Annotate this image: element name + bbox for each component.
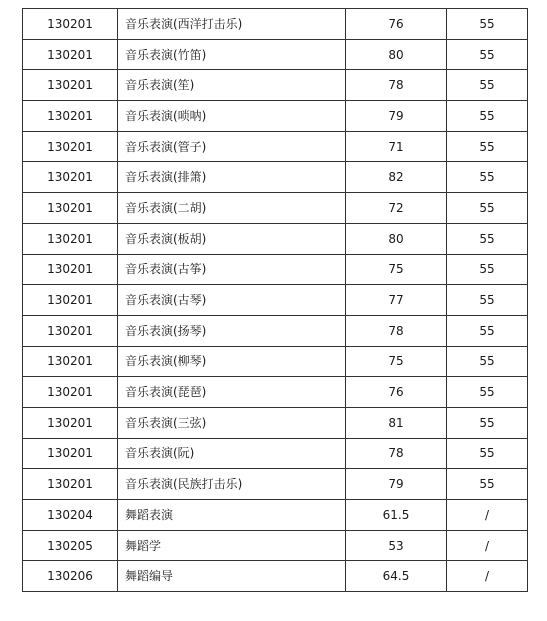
major-code-cell: 130201	[23, 285, 118, 316]
major-code-cell: 130201	[23, 131, 118, 162]
score-b-cell: 55	[447, 469, 528, 500]
score-b-cell: 55	[447, 438, 528, 469]
major-code-cell: 130201	[23, 193, 118, 224]
score-b-cell: 55	[447, 407, 528, 438]
score-b-cell: 55	[447, 193, 528, 224]
major-name-cell: 舞蹈学	[118, 530, 346, 561]
major-name-cell: 音乐表演(三弦)	[118, 407, 346, 438]
major-name-cell: 音乐表演(管子)	[118, 131, 346, 162]
table-row	[23, 500, 528, 531]
table-row	[23, 407, 528, 438]
major-name-cell: 音乐表演(琵琶)	[118, 377, 346, 408]
major-name-cell: 音乐表演(唢呐)	[118, 101, 346, 132]
score-b-cell: 55	[447, 70, 528, 101]
major-code-cell: 130205	[23, 530, 118, 561]
score-a-cell: 64.5	[346, 561, 447, 592]
score-b-cell: 55	[447, 346, 528, 377]
major-name-cell: 音乐表演(西洋打击乐)	[118, 9, 346, 40]
score-b-cell: /	[447, 500, 528, 531]
major-name-cell: 音乐表演(二胡)	[118, 193, 346, 224]
score-table	[22, 8, 528, 592]
major-name-cell: 音乐表演(笙)	[118, 70, 346, 101]
major-name-cell: 音乐表演(板胡)	[118, 223, 346, 254]
major-name-cell: 舞蹈编导	[118, 561, 346, 592]
table-row	[23, 315, 528, 346]
major-code-cell: 130201	[23, 469, 118, 500]
score-a-cell: 78	[346, 315, 447, 346]
major-name-cell: 音乐表演(古筝)	[118, 254, 346, 285]
major-name-cell: 音乐表演(排箫)	[118, 162, 346, 193]
score-a-cell: 82	[346, 162, 447, 193]
score-b-cell: 55	[447, 315, 528, 346]
major-name-cell: 音乐表演(扬琴)	[118, 315, 346, 346]
score-a-cell: 76	[346, 9, 447, 40]
score-a-cell: 71	[346, 131, 447, 162]
major-code-cell: 130201	[23, 39, 118, 70]
major-code-cell: 130201	[23, 377, 118, 408]
score-a-cell: 80	[346, 39, 447, 70]
score-b-cell: 55	[447, 101, 528, 132]
major-code-cell: 130201	[23, 438, 118, 469]
major-code-cell: 130204	[23, 500, 118, 531]
score-b-cell: /	[447, 561, 528, 592]
major-code-cell: 130201	[23, 162, 118, 193]
score-a-cell: 72	[346, 193, 447, 224]
score-a-cell: 78	[346, 438, 447, 469]
major-code-cell: 130201	[23, 223, 118, 254]
score-a-cell: 79	[346, 101, 447, 132]
score-b-cell: 55	[447, 285, 528, 316]
table-row	[23, 254, 528, 285]
score-table-body	[23, 9, 528, 592]
table-row	[23, 561, 528, 592]
score-a-cell: 76	[346, 377, 447, 408]
table-row	[23, 162, 528, 193]
table-row	[23, 70, 528, 101]
table-row	[23, 101, 528, 132]
major-code-cell: 130201	[23, 101, 118, 132]
score-b-cell: 55	[447, 223, 528, 254]
major-code-cell: 130201	[23, 70, 118, 101]
score-b-cell: 55	[447, 377, 528, 408]
score-a-cell: 80	[346, 223, 447, 254]
major-code-cell: 130201	[23, 346, 118, 377]
score-b-cell: 55	[447, 39, 528, 70]
score-a-cell: 75	[346, 254, 447, 285]
score-a-cell: 53	[346, 530, 447, 561]
major-code-cell: 130206	[23, 561, 118, 592]
major-code-cell: 130201	[23, 315, 118, 346]
score-b-cell: 55	[447, 131, 528, 162]
table-row	[23, 131, 528, 162]
major-code-cell: 130201	[23, 9, 118, 40]
table-row	[23, 39, 528, 70]
table-row	[23, 193, 528, 224]
table-row	[23, 223, 528, 254]
score-b-cell: 55	[447, 254, 528, 285]
major-name-cell: 音乐表演(竹笛)	[118, 39, 346, 70]
major-name-cell: 舞蹈表演	[118, 500, 346, 531]
major-code-cell: 130201	[23, 407, 118, 438]
major-code-cell: 130201	[23, 254, 118, 285]
table-row	[23, 530, 528, 561]
table-row	[23, 9, 528, 40]
score-a-cell: 75	[346, 346, 447, 377]
score-a-cell: 77	[346, 285, 447, 316]
score-b-cell: 55	[447, 162, 528, 193]
score-b-cell: /	[447, 530, 528, 561]
major-name-cell: 音乐表演(柳琴)	[118, 346, 346, 377]
table-row	[23, 469, 528, 500]
major-name-cell: 音乐表演(古琴)	[118, 285, 346, 316]
major-name-cell: 音乐表演(民族打击乐)	[118, 469, 346, 500]
score-a-cell: 79	[346, 469, 447, 500]
score-b-cell: 55	[447, 9, 528, 40]
score-a-cell: 78	[346, 70, 447, 101]
table-row	[23, 377, 528, 408]
score-a-cell: 81	[346, 407, 447, 438]
table-row	[23, 346, 528, 377]
score-a-cell: 61.5	[346, 500, 447, 531]
table-row	[23, 285, 528, 316]
major-name-cell: 音乐表演(阮)	[118, 438, 346, 469]
table-row	[23, 438, 528, 469]
